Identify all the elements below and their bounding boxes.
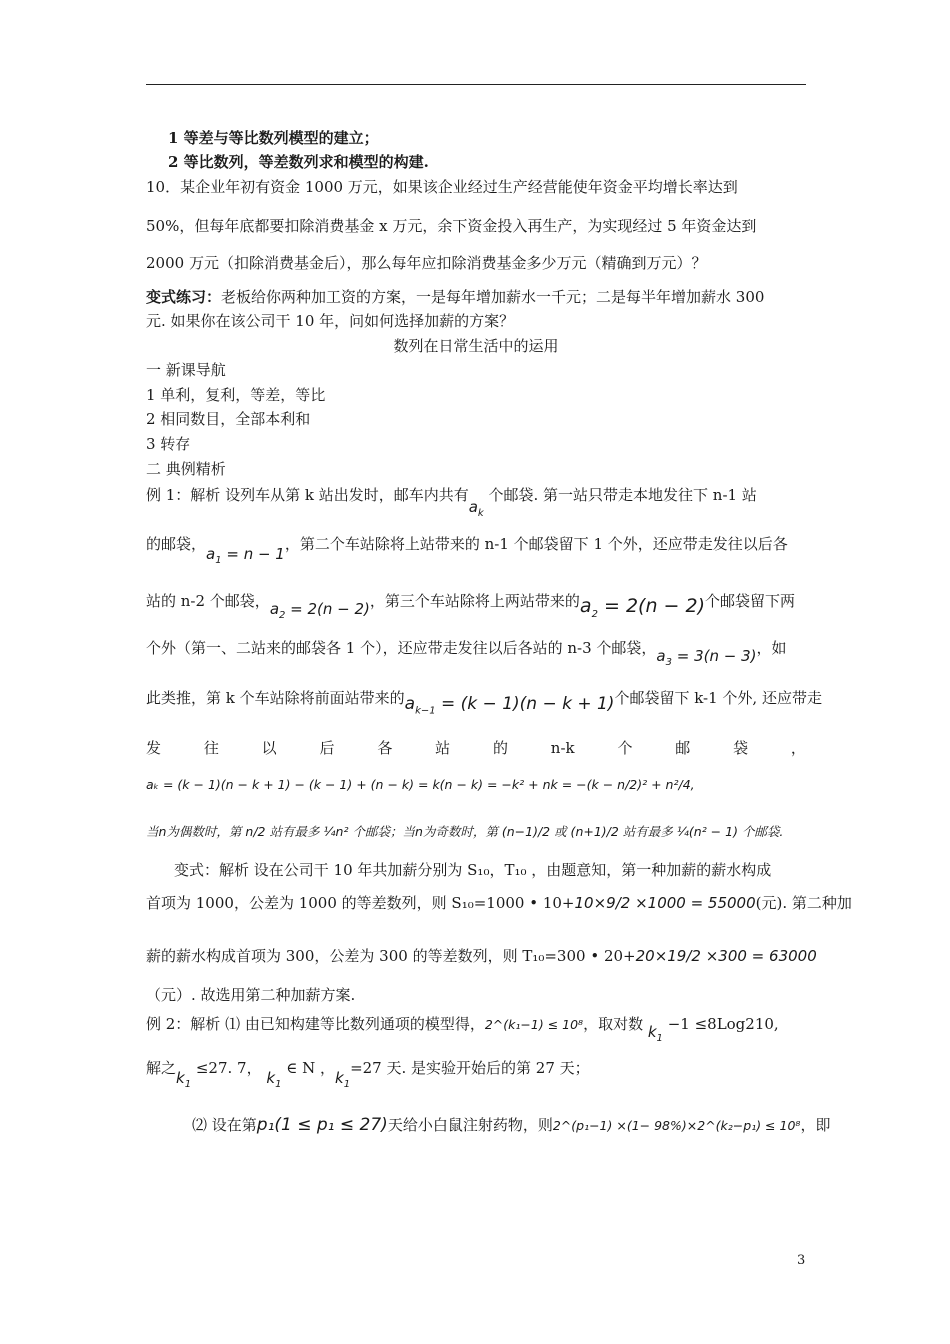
variant-solution-line-1: 变式：解析 设在公司干 10 年共加薪分别为 S₁₀，T₁₀ ，由题意知，第一种加薪的薪水构成 bbox=[174, 861, 772, 879]
math-ineq-1: 2^(k₁−1) ≤ 10⁸ bbox=[484, 1017, 584, 1032]
section-item-3: 3 转存 bbox=[146, 435, 191, 453]
math-a1: $a_1 = n - 1$ bbox=[206, 545, 285, 566]
math-k1: $k_1$ bbox=[647, 1023, 663, 1044]
page-number: 3 bbox=[797, 1253, 806, 1268]
summary-point-1: 1 等差与等比数列模型的建立； bbox=[168, 129, 379, 147]
example1-line-2: 的邮袋，$a_1 = n - 1$，第二个车站除将上站带来的 n-1 个邮袋留下 1 个外，还应带走发往以后各 bbox=[146, 535, 788, 566]
variant-solution-line-3: 薪的薪水构成首项为 300，公差为 300 的等差数列，则 T₁₀=300 • 20+20×19/2 ×300 = 63000 bbox=[146, 947, 817, 965]
math-a-k: $a_k$ bbox=[468, 498, 484, 519]
example2-line-3: ⑵ 设在第p₁(1 ≤ p₁ ≤ 27)天给小白鼠注射药物，则2^(p₁−1) ×(1− 98%)×2^(k₂−p₁) ≤ 10⁸，即 bbox=[192, 1115, 831, 1135]
section-title: 数列在日常生活中的运用 bbox=[393, 337, 559, 355]
math-p1-range: p₁(1 ≤ p₁ ≤ 27) bbox=[256, 1115, 388, 1135]
problem10-line-3: 2000 万元（扣除消费基金后），那么每年应扣除消费基金多少万元（精确到万元）？ bbox=[146, 254, 707, 272]
math-ak-1: $a_{k-1} = (k - 1)(n - k + 1)$ bbox=[404, 694, 615, 717]
variant-text-1: 老板给你两种加工资的方案，一是每年增加薪水一千元；二是每半年增加薪水 300 bbox=[221, 288, 765, 306]
math-sum-t10: 20×19/2 ×300 = 63000 bbox=[635, 947, 817, 965]
example1-line-3: 站的 n-2 个邮袋，$a_2 = 2(n - 2)$，第三个车站除将上两站带来的$a_2 = 2(n - 2)$个邮袋留下两 bbox=[146, 592, 796, 621]
math-a2: $a_2 = 2(n - 2)$ bbox=[269, 600, 370, 621]
summary-point-2: 2 等比数列，等差数列求和模型的构建. bbox=[168, 153, 429, 171]
header-rule bbox=[146, 84, 806, 85]
example1-formula-ak: aₖ = (k − 1)(n − k + 1) − (k − 1) + (n − k) = k(n − k) = −k² + nk = −(k − n/2)² + n²/4, bbox=[146, 777, 695, 792]
math-a2-large: $a_2 = 2(n - 2)$ bbox=[579, 595, 705, 620]
math-a3: $a_3 = 3(n - 3)$ bbox=[656, 647, 757, 668]
problem10-line-2: 50%，但每年底都要扣除消费基金 x 万元，余下资金投入再生产，为实现经过 5 年资金达到 bbox=[146, 217, 757, 235]
section-heading-2: 二 典例精析 bbox=[146, 460, 226, 478]
variant-line-1 bbox=[146, 287, 806, 307]
math-sum-s10: 10×9/2 ×1000 = 55000 bbox=[574, 894, 756, 912]
example1-line-5: 此类推，第 k 个车站除将前面站带来的$a_{k-1} = (k - 1)(n - k + 1)$个邮袋留下 k-1 个外, 还应带走 bbox=[146, 689, 822, 717]
math-k1-a: $k_1$ bbox=[176, 1069, 192, 1090]
variant-label: 变式练习： bbox=[146, 288, 222, 306]
variant-solution-line-4: （元）. 故选用第二种加薪方案. bbox=[146, 986, 356, 1004]
example1-conclusion: 当n为偶数时，第 n/2 站有最多 ¼n² 个邮袋；当n为奇数时，第 (n−1)/2 或 (n+1)/2 站有最多 ¼(n² − 1) 个邮袋. bbox=[146, 824, 784, 839]
variant-solution-line-2: 首项为 1000，公差为 1000 的等差数列，则 S₁₀=1000 • 10+10×9/2 ×1000 = 55000(元). 第二种加 bbox=[146, 894, 852, 912]
section-item-2: 2 相同数目，全部本利和 bbox=[146, 410, 311, 428]
example2-line-1: 例 2：解析 ⑴ 由已知构建等比数列通项的模型得，2^(k₁−1) ≤ 10⁸，取对数 $k_1 -1 \le 8Log210$, bbox=[146, 1015, 779, 1044]
math-k1-c: $k_1$ bbox=[335, 1069, 351, 1090]
section-item-1: 1 单利，复利，等差，等比 bbox=[146, 386, 326, 404]
example1-line-6: 发 往 以 后 各 站 的 n-k 个 邮 袋 ， bbox=[146, 739, 806, 757]
variant-line-2: 元. 如果你在该公司干 10 年，问如何选择加薪的方案？ bbox=[146, 312, 515, 330]
example1-line-1: 例 1：解析 设列车从第 k 站出发时，邮车内共有$a_k$ 个邮袋. 第一站只带走本地发往下 n-1 站 bbox=[146, 486, 757, 519]
example1-line-4: 个外（第一、二站来的邮袋各 1 个），还应带走发往以后各站的 n-3 个邮袋，$a_3 = 3(n - 3)$，如 bbox=[146, 639, 787, 668]
section-heading-1: 一 新课导航 bbox=[146, 361, 226, 379]
problem10-line-1: 10．某企业年初有资金 1000 万元，如果该企业经过生产经营能使年资金平均增长率达到 bbox=[146, 178, 738, 196]
math-ineq-2: 2^(p₁−1) ×(1− 98%)×2^(k₂−p₁) ≤ 10⁸ bbox=[552, 1118, 801, 1133]
example2-line-2: 解之$k_1 \le 27$. 7， $k_1$ ∈ N ，$k_1=27$ 天. 是实验开始后的第 27 天； bbox=[146, 1059, 590, 1090]
math-k1-b: $k_1$ bbox=[266, 1069, 282, 1090]
